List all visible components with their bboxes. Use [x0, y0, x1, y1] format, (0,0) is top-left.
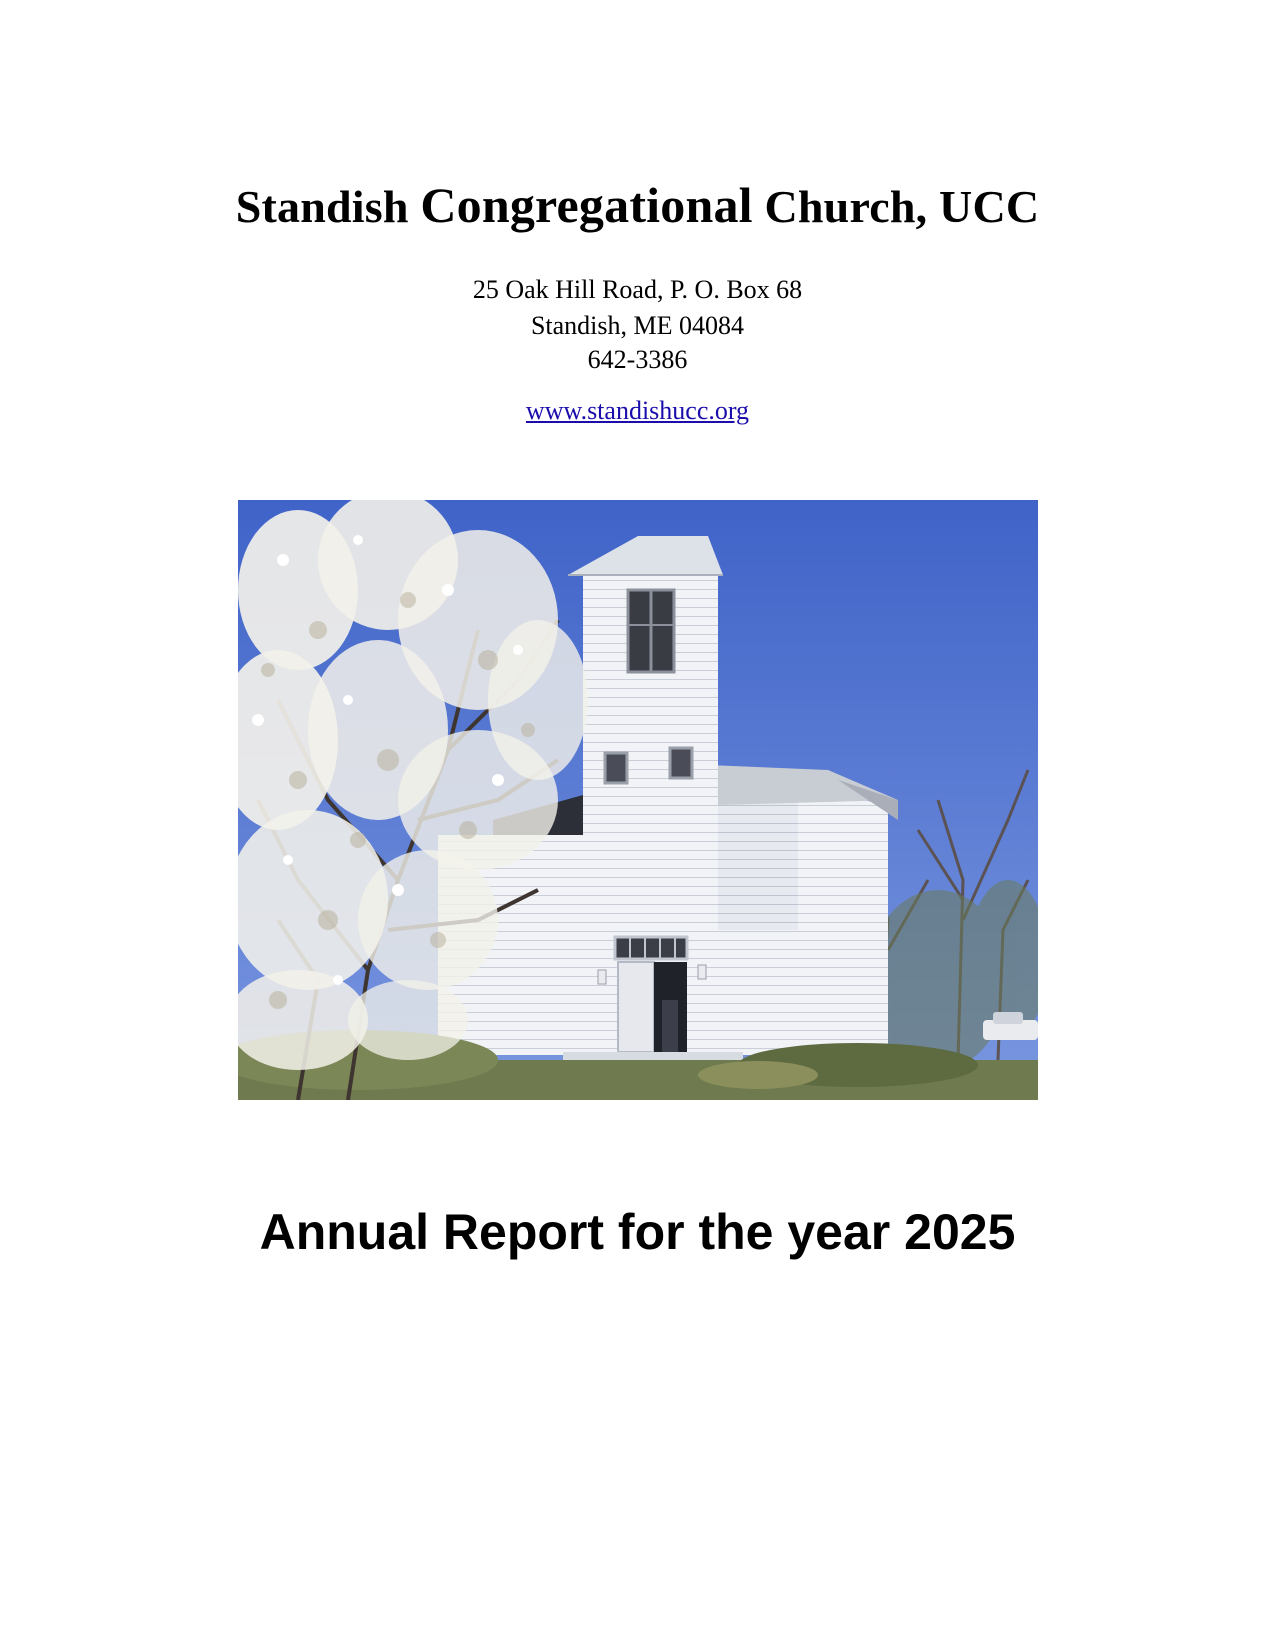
- website-line: [0, 396, 1275, 426]
- address-line-2: Standish, ME 04084: [530, 311, 745, 340]
- website-link[interactable]: www.standishucc.org: [525, 396, 750, 425]
- church-name-part2: Congregational: [420, 177, 753, 233]
- church-photo: [238, 500, 1038, 1100]
- church-name-part3: Church, UCC: [752, 181, 1040, 232]
- church-name-part1: Standish: [235, 181, 421, 232]
- church-name-heading: [0, 176, 1275, 234]
- phone-number: 642-3386: [587, 345, 688, 374]
- annual-report-title: Annual Report for the year 2025: [259, 1204, 1016, 1260]
- address-line-1: 25 Oak Hill Road, P. O. Box 68: [472, 275, 803, 304]
